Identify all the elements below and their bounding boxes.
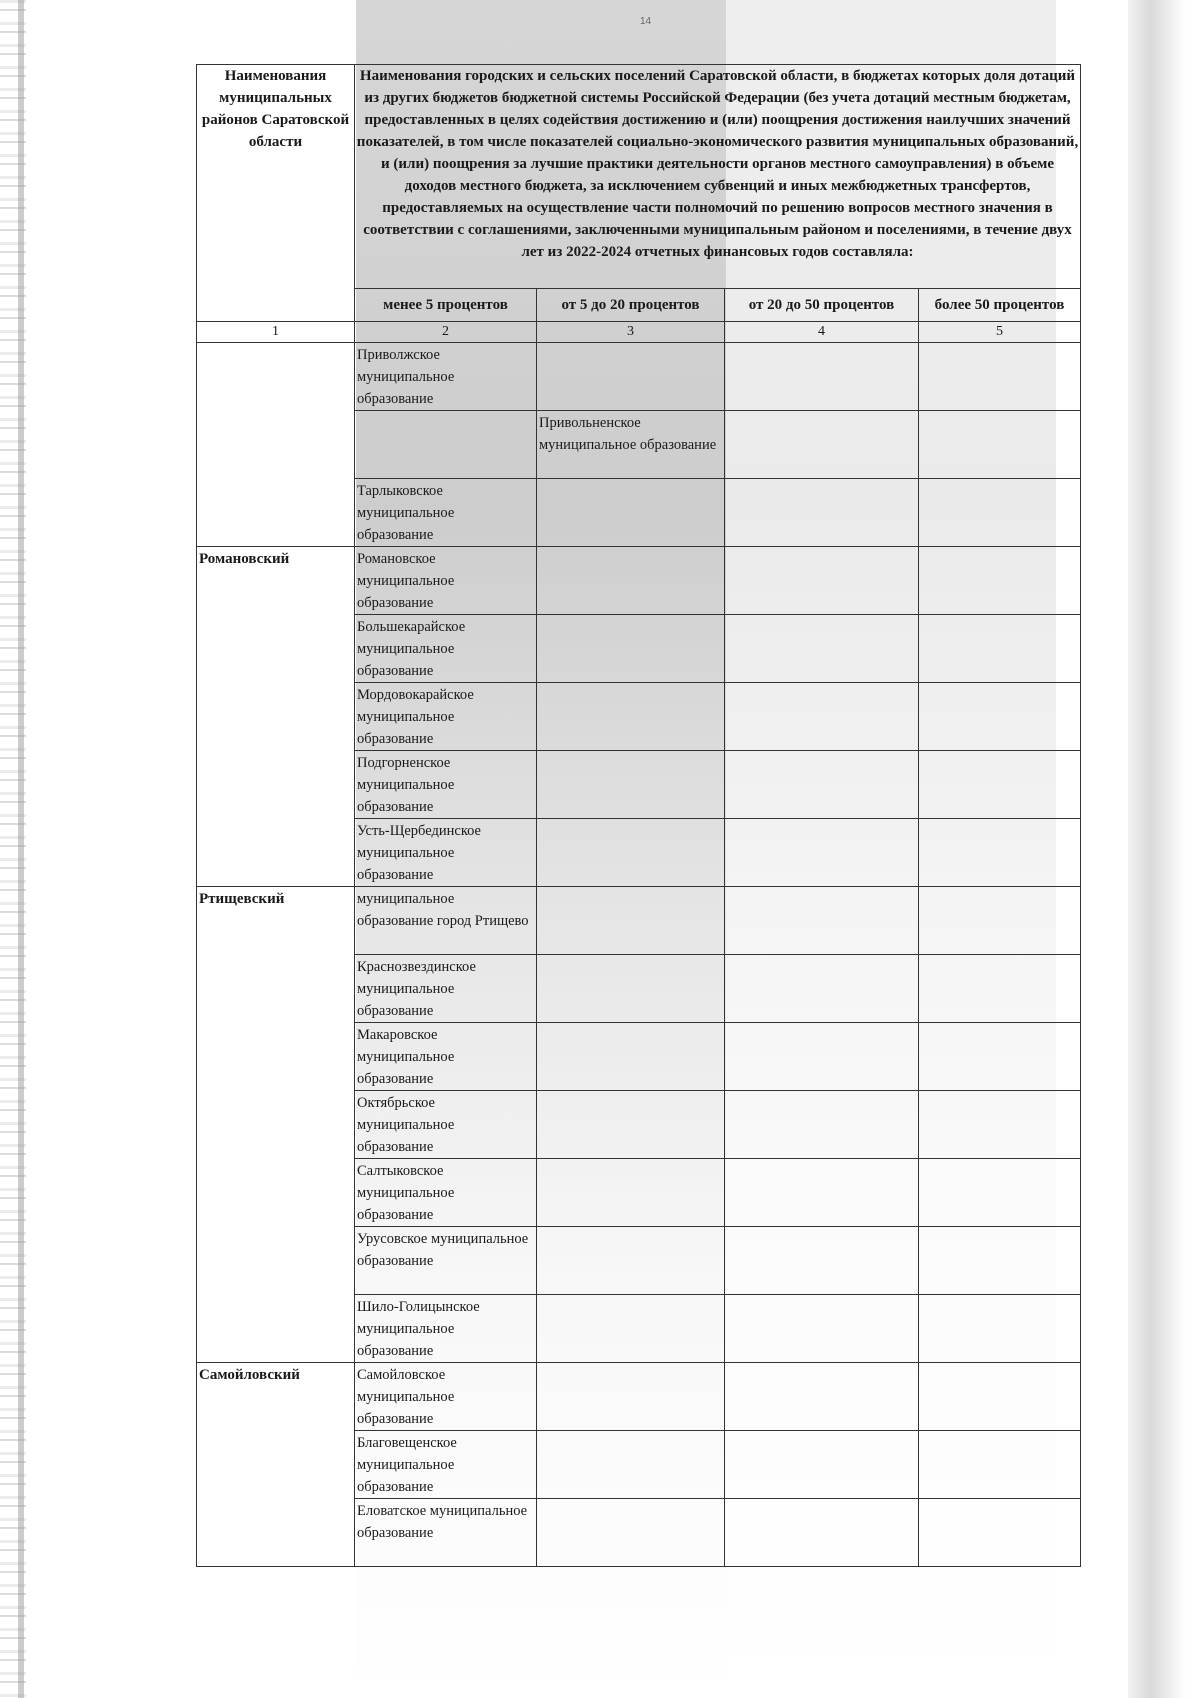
settlement-cell-under-5: Макаровское муниципальное образование bbox=[355, 1023, 537, 1091]
settlement-cell-5-to-20 bbox=[537, 751, 725, 819]
subheader-20-to-50: от 20 до 50 процентов bbox=[725, 289, 919, 322]
settlement-cell-over-50 bbox=[919, 411, 1081, 479]
settlement-cell-under-5: Самойловское муниципальное образование bbox=[355, 1363, 537, 1431]
settlement-cell-under-5: Еловатское муниципальное образование bbox=[355, 1499, 537, 1567]
settlement-cell-over-50 bbox=[919, 547, 1081, 615]
table-row bbox=[197, 1159, 1081, 1227]
table-row bbox=[197, 1091, 1081, 1159]
district-column-header: Наименования муниципальных районов Саратовской области bbox=[197, 65, 355, 322]
table-row bbox=[197, 547, 1081, 615]
district-cell bbox=[197, 615, 355, 683]
settlement-cell-under-5: Романовское муниципальное образование bbox=[355, 547, 537, 615]
settlement-cell-under-5: Краснозвездинское муниципальное образование bbox=[355, 955, 537, 1023]
settlement-cell-5-to-20 bbox=[537, 479, 725, 547]
settlement-cell-under-5: Шило-Голицынское муниципальное образование bbox=[355, 1295, 537, 1363]
settlement-cell-over-50 bbox=[919, 1295, 1081, 1363]
settlement-cell-over-50 bbox=[919, 751, 1081, 819]
table-row bbox=[197, 343, 1081, 411]
table-row bbox=[197, 479, 1081, 547]
settlement-cell-5-to-20 bbox=[537, 955, 725, 1023]
column-number: 2 bbox=[355, 322, 537, 343]
settlement-cell-5-to-20 bbox=[537, 1091, 725, 1159]
district-cell bbox=[197, 1431, 355, 1499]
district-cell bbox=[197, 1499, 355, 1567]
column-number: 1 bbox=[197, 322, 355, 343]
column-number: 5 bbox=[919, 322, 1081, 343]
settlement-cell-under-5: Усть-Щербединское муниципальное образование bbox=[355, 819, 537, 887]
subheader-5-to-20: от 5 до 20 процентов bbox=[537, 289, 725, 322]
table-row bbox=[197, 955, 1081, 1023]
settlement-cell-20-to-50 bbox=[725, 955, 919, 1023]
settlement-cell-5-to-20 bbox=[537, 1363, 725, 1431]
column-number-row bbox=[197, 322, 1081, 343]
settlement-cell-over-50 bbox=[919, 343, 1081, 411]
scan-edge-right bbox=[1128, 0, 1186, 1698]
district-cell bbox=[197, 1091, 355, 1159]
district-cell: Романовский bbox=[197, 547, 355, 615]
district-cell bbox=[197, 1023, 355, 1091]
settlement-cell-over-50 bbox=[919, 1227, 1081, 1295]
district-cell bbox=[197, 343, 355, 411]
settlements-column-header: Наименования городских и сельских поселений Саратовской области, в бюджетах которых доля дотаций из других бюджетов бюджетной системы Российской Федерации (без учета дотаций местным бюджетам, предоставленных в целях содействия достижению и (или) поощрения достижения наилучших значений показателей, в том числе показателей социально-экономического развития муниципальных образований, и (или) поощрения за лучшие практики деятельности органов местного самоуправления) в объеме доходов местного бюджета, за исключением субвенций и иных межбюджетных трансфертов, предоставляемых на осуществление части полномочий по решению вопросов местного значения в соответствии с соглашениями, заключенными муниципальным районом и поселениями, в течение двух лет из 2022-2024 отчетных финансовых годов составляла: bbox=[355, 65, 1081, 289]
settlement-cell-under-5: Приволжское муниципальное образование bbox=[355, 343, 537, 411]
settlement-cell-over-50 bbox=[919, 615, 1081, 683]
settlement-cell-20-to-50 bbox=[725, 411, 919, 479]
district-cell bbox=[197, 751, 355, 819]
column-number: 3 bbox=[537, 322, 725, 343]
settlement-cell-20-to-50 bbox=[725, 343, 919, 411]
settlement-cell-5-to-20 bbox=[537, 1227, 725, 1295]
settlement-cell-under-5: Мордовокарайское муниципальное образование bbox=[355, 683, 537, 751]
district-cell bbox=[197, 955, 355, 1023]
subheader-under-5: менее 5 процентов bbox=[355, 289, 537, 322]
district-cell bbox=[197, 1227, 355, 1295]
district-cell bbox=[197, 1295, 355, 1363]
table-row bbox=[197, 1363, 1081, 1431]
settlement-cell-20-to-50 bbox=[725, 887, 919, 955]
scan-edge-line bbox=[18, 0, 24, 1698]
subheader-over-50: более 50 процентов bbox=[919, 289, 1081, 322]
table-row bbox=[197, 819, 1081, 887]
settlement-cell-over-50 bbox=[919, 1023, 1081, 1091]
table-row bbox=[197, 1227, 1081, 1295]
settlements-table bbox=[196, 64, 1081, 1567]
settlement-cell-over-50 bbox=[919, 1499, 1081, 1567]
settlement-cell-over-50 bbox=[919, 1159, 1081, 1227]
settlement-cell-under-5: Большекарайское муниципальное образование bbox=[355, 615, 537, 683]
settlement-cell-20-to-50 bbox=[725, 1091, 919, 1159]
settlement-cell-over-50 bbox=[919, 1363, 1081, 1431]
table-row bbox=[197, 615, 1081, 683]
settlement-cell-under-5: Благовещенское муниципальное образование bbox=[355, 1431, 537, 1499]
settlement-cell-5-to-20 bbox=[537, 887, 725, 955]
settlement-cell-5-to-20 bbox=[537, 343, 725, 411]
district-cell bbox=[197, 411, 355, 479]
settlement-cell-20-to-50 bbox=[725, 1499, 919, 1567]
page-number: 14 bbox=[640, 16, 652, 27]
settlement-cell-over-50 bbox=[919, 479, 1081, 547]
column-number: 4 bbox=[725, 322, 919, 343]
table-body bbox=[197, 343, 1081, 1567]
table-row bbox=[197, 1499, 1081, 1567]
settlement-cell-under-5: Салтыковское муниципальное образование bbox=[355, 1159, 537, 1227]
settlement-cell-5-to-20 bbox=[537, 1159, 725, 1227]
settlement-cell-20-to-50 bbox=[725, 819, 919, 887]
table-row bbox=[197, 1023, 1081, 1091]
district-cell bbox=[197, 819, 355, 887]
table-row bbox=[197, 411, 1081, 479]
settlement-cell-20-to-50 bbox=[725, 1295, 919, 1363]
settlement-cell-5-to-20 bbox=[537, 1023, 725, 1091]
settlement-cell-over-50 bbox=[919, 887, 1081, 955]
table-row bbox=[197, 887, 1081, 955]
settlement-cell-20-to-50 bbox=[725, 479, 919, 547]
settlement-cell-5-to-20 bbox=[537, 683, 725, 751]
table-row bbox=[197, 683, 1081, 751]
settlement-cell-5-to-20 bbox=[537, 1431, 725, 1499]
district-cell: Ртищевский bbox=[197, 887, 355, 955]
settlement-cell-5-to-20 bbox=[537, 547, 725, 615]
district-cell bbox=[197, 1159, 355, 1227]
settlement-cell-over-50 bbox=[919, 683, 1081, 751]
header-row bbox=[197, 65, 1081, 289]
district-cell bbox=[197, 683, 355, 751]
settlement-cell-20-to-50 bbox=[725, 547, 919, 615]
settlement-cell-under-5: Урусовское муниципальное образование bbox=[355, 1227, 537, 1295]
table-row bbox=[197, 1431, 1081, 1499]
table-row bbox=[197, 751, 1081, 819]
settlement-cell-5-to-20: Привольненское муниципальное образование bbox=[537, 411, 725, 479]
settlement-cell-5-to-20 bbox=[537, 819, 725, 887]
settlement-cell-over-50 bbox=[919, 819, 1081, 887]
settlement-cell-20-to-50 bbox=[725, 751, 919, 819]
district-cell bbox=[197, 479, 355, 547]
settlement-cell-under-5: Тарлыковское муниципальное образование bbox=[355, 479, 537, 547]
settlement-cell-under-5: Подгорненское муниципальное образование bbox=[355, 751, 537, 819]
settlement-cell-under-5: муниципальное образование город Ртищево bbox=[355, 887, 537, 955]
settlement-cell-under-5 bbox=[355, 411, 537, 479]
settlement-cell-5-to-20 bbox=[537, 615, 725, 683]
settlement-cell-20-to-50 bbox=[725, 1159, 919, 1227]
settlement-cell-over-50 bbox=[919, 1431, 1081, 1499]
settlement-cell-5-to-20 bbox=[537, 1499, 725, 1567]
settlement-cell-over-50 bbox=[919, 1091, 1081, 1159]
settlement-cell-20-to-50 bbox=[725, 1363, 919, 1431]
settlement-cell-over-50 bbox=[919, 955, 1081, 1023]
settlement-cell-20-to-50 bbox=[725, 615, 919, 683]
settlement-cell-20-to-50 bbox=[725, 1227, 919, 1295]
settlement-cell-5-to-20 bbox=[537, 1295, 725, 1363]
settlement-cell-20-to-50 bbox=[725, 1023, 919, 1091]
settlement-cell-under-5: Октябрьское муниципальное образование bbox=[355, 1091, 537, 1159]
table-row bbox=[197, 1295, 1081, 1363]
settlement-cell-20-to-50 bbox=[725, 683, 919, 751]
settlement-cell-20-to-50 bbox=[725, 1431, 919, 1499]
district-cell: Самойловский bbox=[197, 1363, 355, 1431]
